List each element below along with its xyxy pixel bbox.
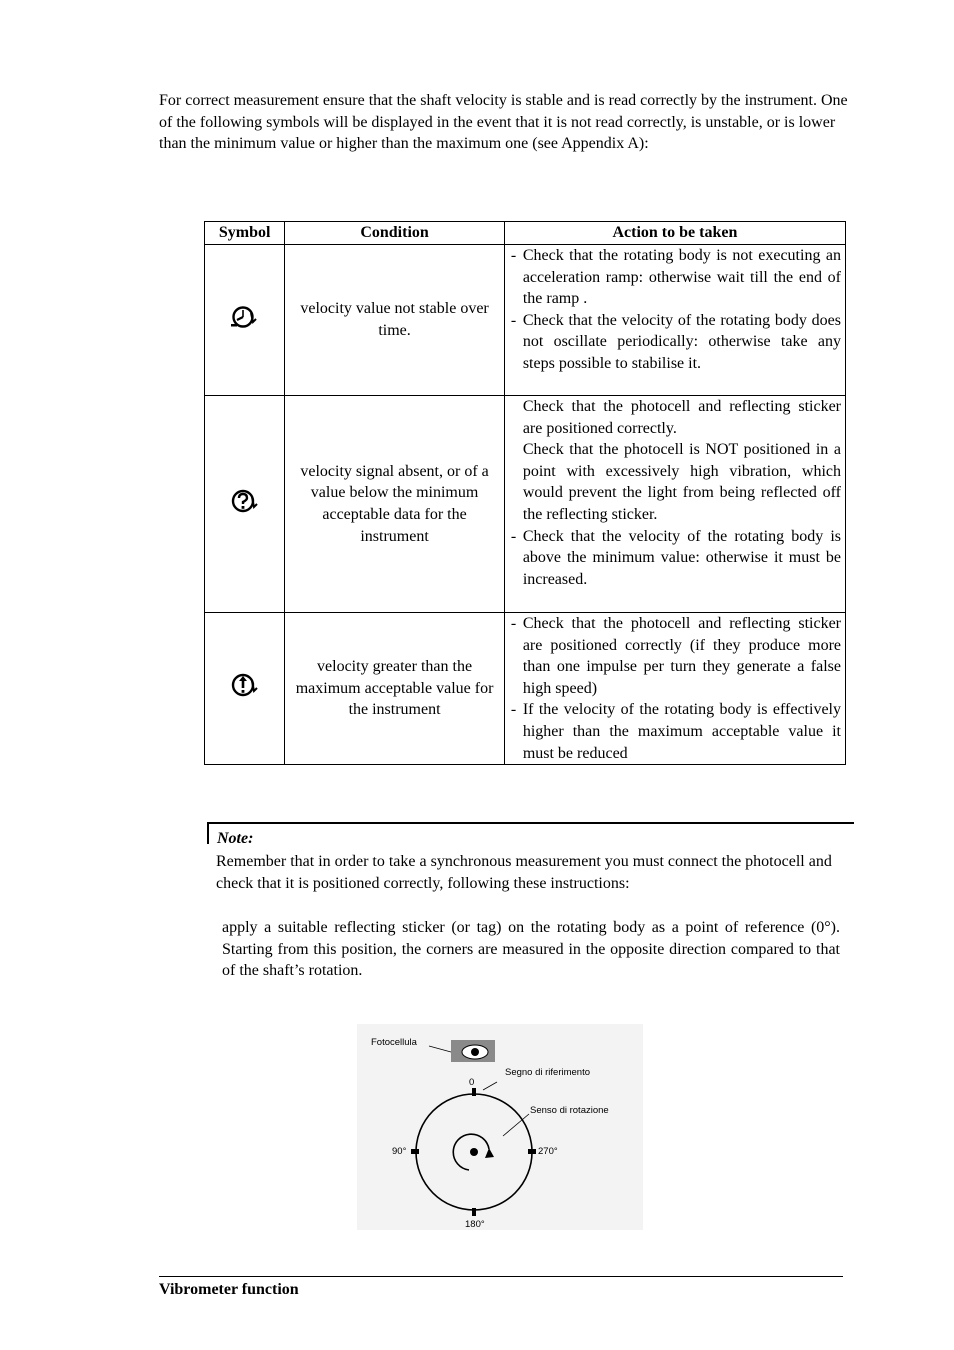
reference-mark [472, 1088, 476, 1096]
note-left-rule [207, 822, 209, 844]
diagram-background [357, 1024, 643, 1230]
note-instruction: apply a suitable reflecting sticker (or tag) on the rotating body as a point of reference (0°). Starting from this position, the corners are measured in the opposite direction compared to that of the shaft’s rotation. [222, 919, 840, 980]
table-row [205, 245, 846, 396]
table-row [205, 396, 846, 613]
label-90: 90° [392, 1146, 407, 1157]
table-row [205, 613, 846, 765]
label-senso: Senso di rotazione [530, 1105, 609, 1116]
action-cell [504, 245, 845, 396]
action-item: - Check that the velocity of the rotating body is above the minimum value: otherwise it must be increased. [510, 527, 841, 588]
header-condition: Condition [285, 222, 505, 245]
tick-90 [411, 1149, 419, 1154]
label-0: 0 [469, 1077, 475, 1088]
shaft-center [470, 1148, 478, 1156]
photocell-diagram [357, 1024, 643, 1230]
intro-paragraph: For correct measurement ensure that the shaft velocity is stable and is read correctly by the instrument. One of the following symbols will be displayed in the event that it is not read correctly, is unstable, or is lower than the minimum value or higher than the maximum one (see Appendix A): [159, 92, 848, 153]
label-fotocellula: Fotocellula [371, 1037, 417, 1048]
condition-cell: velocity greater than the maximum acceptable value for the instrument [285, 613, 505, 765]
action-item: - Check that the photocell and reflecting sticker are positioned correctly (if they produce more than one impulse per turn they generate a false high speed) [510, 615, 841, 697]
table-header-row [205, 222, 846, 245]
action-item: Check that the photocell is NOT positioned in a point with excessively high vibration, which would prevent the light from being reflected off the reflecting sticker. [522, 441, 841, 523]
header-action: Action to be taken [504, 222, 845, 245]
action-item: - Check that the rotating body is not executing an acceleration ramp: otherwise wait till the end of the ramp . [510, 247, 841, 308]
note-text: Remember that in order to take a synchronous measurement you must connect the photocell and check that it is positioned correctly, following these instructions: [216, 853, 832, 892]
label-segno: Segno di riferimento [505, 1067, 591, 1078]
question-mark-icon [228, 488, 262, 514]
action-item: Check that the photocell and reflecting sticker are positioned correctly. [522, 398, 841, 437]
symbol-cell [205, 613, 285, 765]
condition-cell: velocity signal absent, or of a value below the minimum acceptable data for the instrument [285, 396, 505, 613]
condition-cell: velocity value not stable over time. [285, 245, 505, 396]
header-symbol: Symbol [205, 222, 285, 245]
footer-title: Vibrometer function [159, 1281, 299, 1298]
action-cell [504, 613, 845, 765]
note-title: Note: [217, 830, 254, 847]
action-item: - Check that the velocity of the rotating body does not oscillate periodically: otherwise take any steps possible to stabilise it. [510, 311, 841, 372]
tick-180 [472, 1208, 476, 1216]
action-cell [504, 396, 845, 613]
label-270: 270° [538, 1146, 558, 1157]
footer-rule [159, 1276, 843, 1277]
clock-unstable-icon [228, 304, 262, 330]
symbol-table [204, 221, 846, 765]
label-180: 180° [465, 1219, 485, 1230]
symbol-cell [205, 245, 285, 396]
note-top-rule [207, 822, 854, 824]
exclamation-icon [228, 672, 262, 698]
tick-270 [528, 1149, 536, 1154]
action-item: - If the velocity of the rotating body is effectively higher than the maximum acceptable value it must be reduced [510, 701, 841, 762]
symbol-cell [205, 396, 285, 613]
